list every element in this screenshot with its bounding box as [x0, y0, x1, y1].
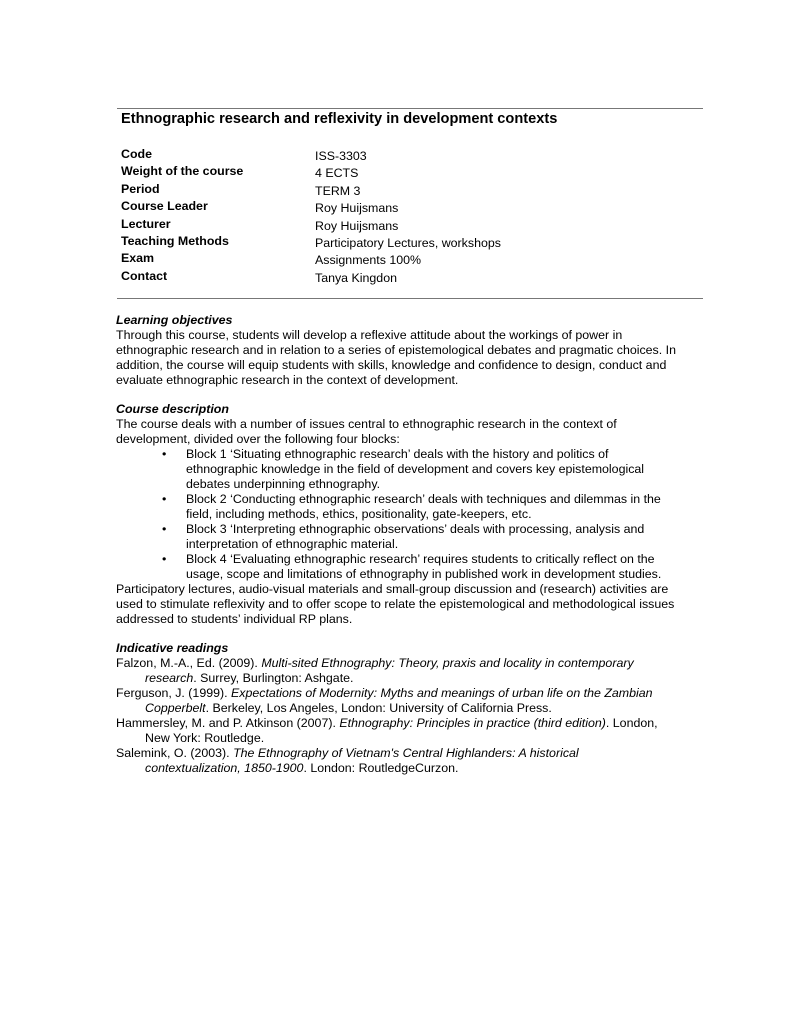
spacer — [116, 388, 676, 402]
reading-publisher: . Surrey, Burlington: Ashgate. — [193, 671, 354, 685]
meta-label: Teaching Methods — [121, 233, 229, 248]
indicative-readings-heading: Indicative readings — [116, 641, 229, 655]
reading-title: Expectations of Modernity: Myths and meanings of urban life on the Zambian Copperbelt — [145, 686, 653, 715]
block-text: Block 2 ‘Conducting ethnographic research’ deals with techniques and dilemmas in the field, including methods, ethics, positionality, gate-keepers, etc. — [186, 492, 661, 521]
meta-label: Code — [121, 147, 152, 161]
block-text: Block 4 ‘Evaluating ethnographic research’ requires students to critically reflect on the usage, scope and limitations of ethnography in published work in development studies. — [186, 552, 662, 581]
course-description-closing: Participatory lectures, audio-visual materials and small-group discussion and (research) activities are used to stimulate reflexivity and to offer scope to relate the epistemological and methodological issues addressed to students’ individual RP plans. — [116, 582, 675, 626]
reading-author: Ferguson, J. (1999). — [116, 686, 232, 700]
meta-value: ISS-3303 — [315, 149, 367, 163]
meta-label: Weight of the course — [121, 164, 244, 179]
reading-author: Hammersley, M. and P. Atkinson (2007). — [116, 716, 340, 730]
course-description-heading: Course description — [116, 402, 229, 416]
meta-value: Roy Huijsmans — [315, 218, 399, 233]
list-item — [116, 552, 676, 582]
meta-label: Period — [121, 181, 160, 196]
meta-value: Roy Huijsmans — [315, 201, 399, 216]
learning-objectives-heading: Learning objectives — [116, 313, 233, 327]
bullet-icon: • — [162, 492, 167, 506]
reading-publisher: . London: RoutledgeCurzon. — [303, 761, 459, 775]
block-text: Block 1 ‘Situating ethnographic research’ deals with the history and politics of ethnographic knowledge in the field of development and covers key epistemological debates underpinning ethnography. — [186, 447, 645, 491]
block-text: Block 3 ‘Interpreting ethnographic observations’ deals with processing, analysis and interpretation of ethnographic material. — [186, 522, 645, 551]
meta-label: Contact — [121, 268, 168, 283]
reading-item — [116, 746, 676, 776]
meta-value: TERM 3 — [315, 183, 361, 198]
reading-item — [116, 686, 676, 716]
block-list — [116, 447, 676, 582]
list-item — [116, 492, 676, 522]
reading-author: Salemink, O. (2003). — [116, 746, 234, 760]
meta-value: 4 ECTS — [315, 166, 359, 181]
reading-title: Ethnography: Principles in practice (third edition) — [339, 716, 606, 730]
reading-item — [116, 656, 676, 686]
meta-label: Lecturer — [121, 216, 171, 231]
course-description-intro: The course deals with a number of issues central to ethnographic research in the context of development, divided over the following four blocks: — [116, 417, 617, 446]
bullet-icon: • — [162, 522, 167, 536]
spacer — [116, 627, 676, 641]
reading-title: The Ethnography of Vietnam's Central Highlanders: A historical contextualization, 1850-1900 — [145, 746, 579, 775]
meta-value: Assignments 100% — [315, 253, 422, 268]
bullet-icon: • — [162, 447, 167, 461]
reading-publisher: . London, New York: Routledge. — [145, 716, 658, 745]
meta-value: Participatory Lectures, workshops — [315, 235, 501, 250]
meta-value: Tanya Kingdon — [315, 270, 397, 285]
reading-item — [116, 716, 676, 746]
reading-author: Falzon, M.-A., Ed. (2009). — [116, 656, 262, 670]
reading-title: Multi-sited Ethnography: Theory, praxis and locality in contemporary research — [145, 656, 634, 685]
reading-publisher: . Berkeley, Los Angeles, London: University of California Press. — [205, 701, 552, 715]
list-item — [116, 522, 676, 552]
course-title: Ethnographic research and reflexivity in development contexts — [121, 111, 558, 127]
learning-objectives-text: Through this course, students will develop a reflexive attitude about the workings of power in ethnographic research and in relation to a series of epistemological debates and pragmatic choices. In addition, the course will equip students with skills, knowledge and confidence to design, conduct and evaluate ethnographic research in the context of development. — [116, 328, 676, 387]
course-content — [116, 313, 676, 776]
bottom-divider — [117, 298, 703, 299]
meta-label: Course Leader — [121, 199, 208, 214]
list-item — [116, 447, 676, 492]
meta-label: Exam — [121, 251, 155, 266]
bullet-icon: • — [162, 552, 167, 566]
